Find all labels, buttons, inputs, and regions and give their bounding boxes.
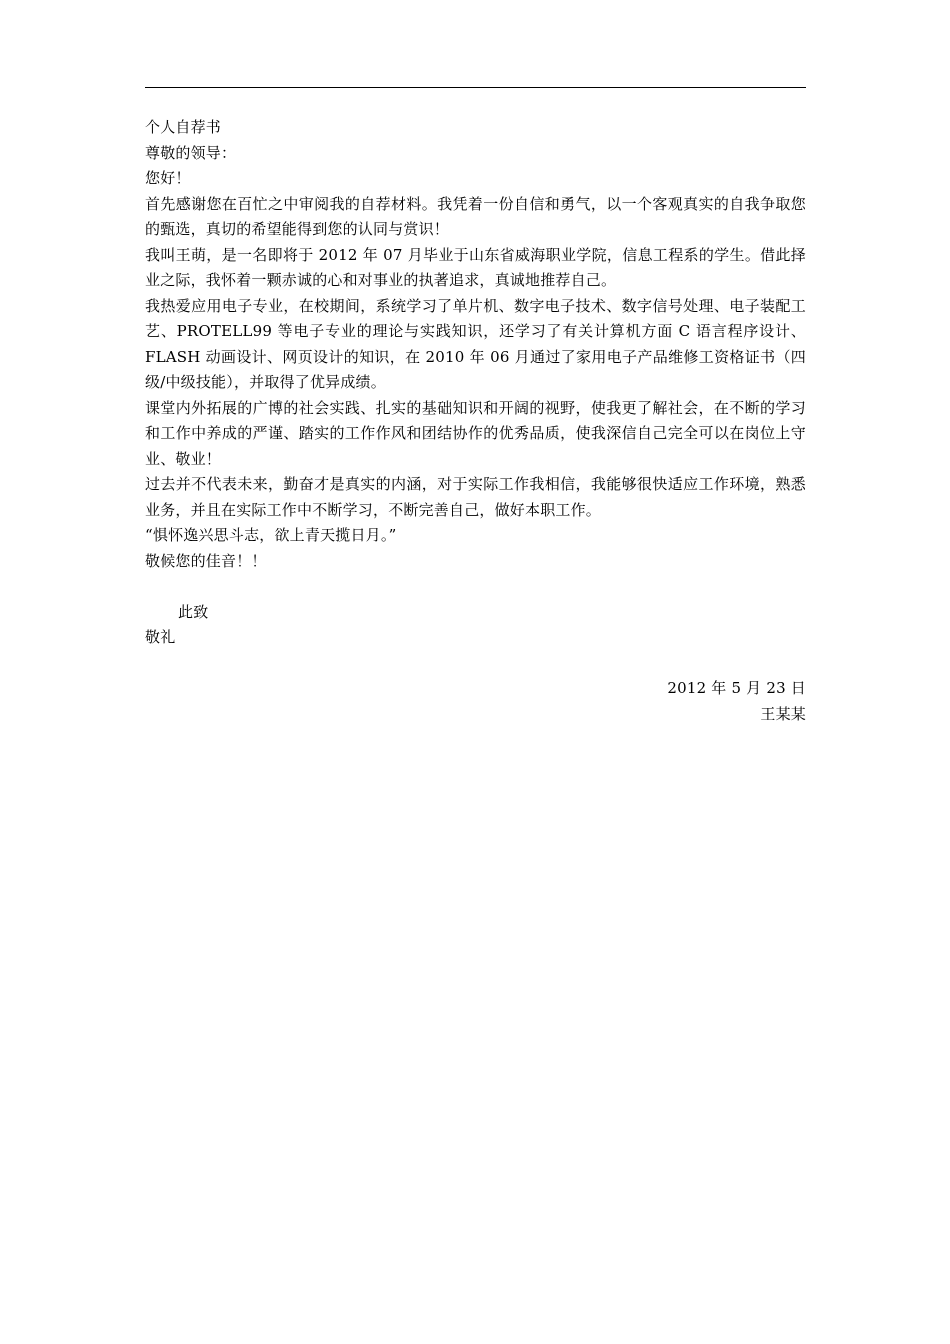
closing-regards: 敬礼 bbox=[145, 628, 176, 646]
letter-closing-wish: 敬候您的佳音！！ bbox=[145, 551, 267, 570]
letter-quote: “惧怀逸兴思斗志，欲上青天揽日月。” bbox=[145, 526, 397, 544]
paragraph-future: 过去并不代表未来，勤奋才是真实的内涵，对于实际工作我相信，我能够很快适应工作环境，熟悉业务，并且在实际工作中不断学习，不断完善自己，做好本职工作。 bbox=[145, 475, 806, 519]
spacer bbox=[145, 651, 806, 677]
paragraph-practice: 课堂内外拓展的广博的社会实践、扎实的基础知识和开阔的视野，使我更了解社会，在不断的学习和工作中养成的严谨、踏实的工作作风和团结协作的优秀品质，使我深信自己完全可以在岗位上守业、敬业！ bbox=[145, 398, 806, 468]
letter-title: 个人自荐书 bbox=[145, 118, 222, 136]
paragraph-education: 我热爱应用电子专业，在校期间，系统学习了单片机、数字电子技术、数字信号处理、电子装配工艺、PROTELL99 等电子专业的理论与实践知识，还学习了有关计算机方面 C 语言程序设计、FLASH 动画设计、网页设计的知识，在 2010 年 06 月通过了家用电子产品维修工资格证书（四级/中级技能），并取得了优异成绩。 bbox=[145, 296, 806, 391]
closing-salutation: 此致 bbox=[178, 602, 209, 621]
letter-greeting: 您好！ bbox=[145, 169, 191, 187]
letter-date: 2012 年 5 月 23 日 bbox=[667, 679, 806, 697]
letter-salutation: 尊敬的领导： bbox=[145, 143, 237, 162]
letter-body bbox=[145, 115, 806, 727]
spacer bbox=[145, 574, 806, 600]
paragraph-intro: 首先感谢您在百忙之中审阅我的自荐材料。我凭着一份自信和勇气，以一个客观真实的自我争取您的甄选，真切的希望能得到您的认同与赏识！ bbox=[145, 194, 806, 238]
letter-signature: 王某某 bbox=[760, 704, 806, 723]
paragraph-self-introduction: 我叫王萌，是一名即将于 2012 年 07 月毕业于山东省威海职业学院，信息工程系的学生。借此择业之际，我怀着一颗赤诚的心和对事业的执著追求，真诚地推荐自己。 bbox=[145, 245, 806, 289]
header-rule bbox=[145, 87, 806, 88]
